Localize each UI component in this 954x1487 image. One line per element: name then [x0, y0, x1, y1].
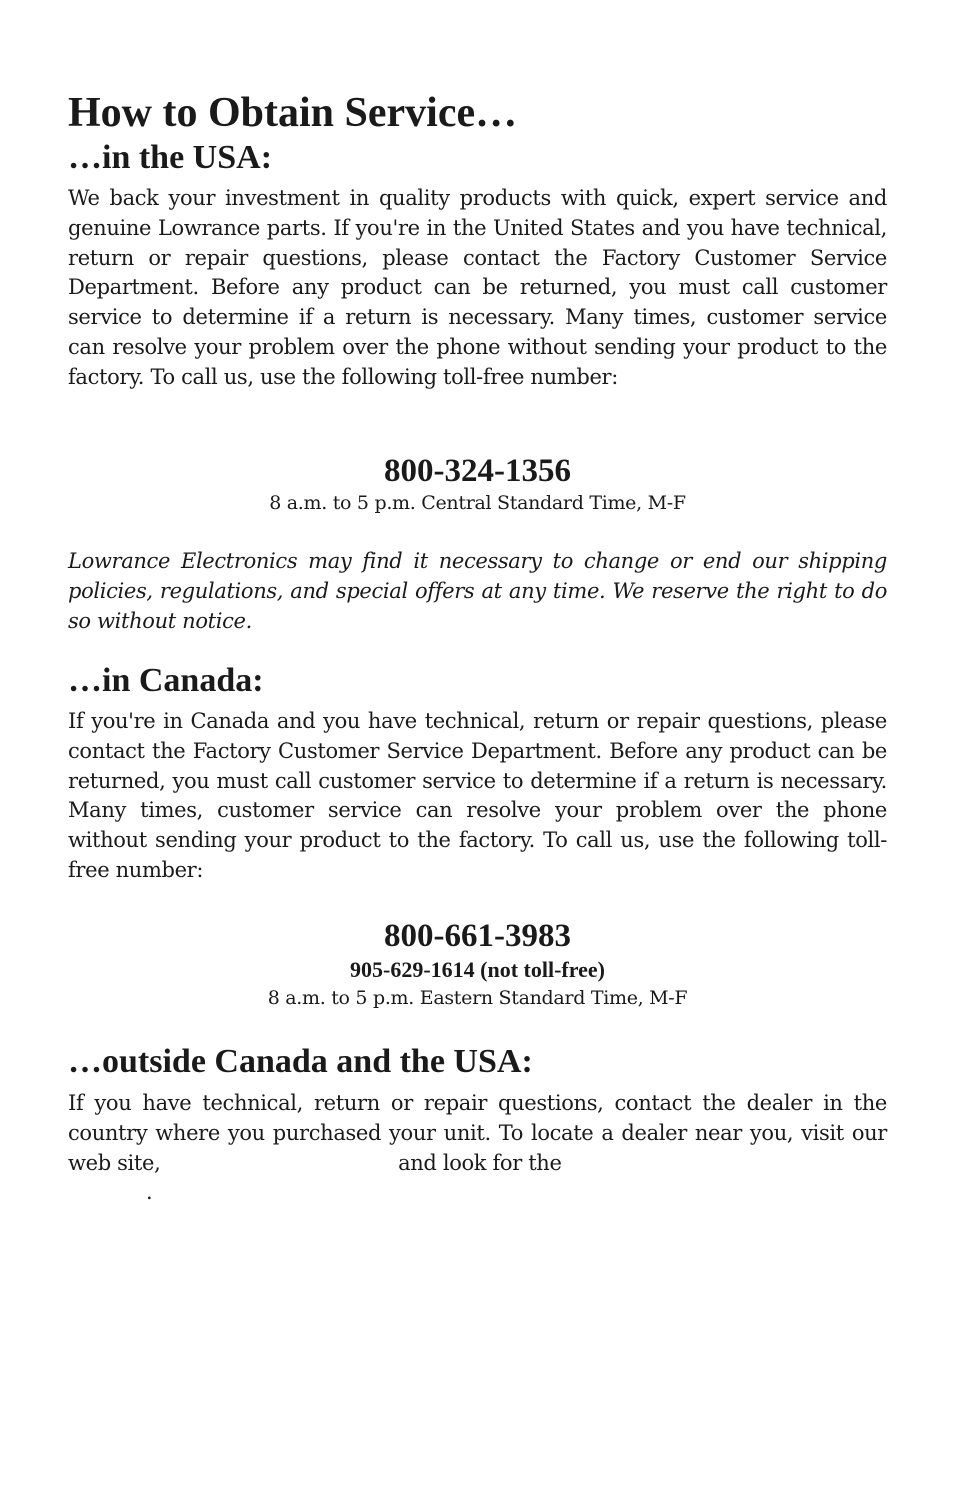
canada-hours: 8 a.m. to 5 p.m. Eastern Standard Time, M-F [267, 987, 688, 1009]
usa-policy-notice: Lowrance Electronics may find it necessary to change or end our shipping policies, regulations, and special offers at any time. We reserve the right to do so without notice. [68, 549, 887, 633]
canada-heading: …in Canada: [68, 662, 264, 699]
canada-phone-alt: 905-629-1614 (not toll-free) [350, 957, 605, 982]
usa-body: We back your investment in quality products with quick, expert service and genuine Lowrance parts. If you're in the United States and you have technical, return or repair questions, please contact the Factory Customer Service Department. Before any product can be returned, you must call customer service to determine if a return is necessary. Many times, customer service can resolve your problem over the phone without sending your product to the factory. To call us, use the following toll-free number: [68, 186, 887, 389]
usa-heading: …in the USA: [68, 139, 273, 176]
outside-body [68, 1089, 887, 1208]
canada-phone-number: 800-661-3983 [384, 918, 571, 954]
usa-phone-number: 800-324-1356 [384, 453, 571, 489]
outside-body-end: . [146, 1180, 153, 1205]
usa-hours: 8 a.m. to 5 p.m. Central Standard Time, M-F [269, 492, 686, 514]
outside-heading: …outside Canada and the USA: [68, 1043, 533, 1080]
canada-body: If you're in Canada and you have technical, return or repair questions, please contact the Factory Customer Service Department. Before any product can be returned, you must call customer service to determine if a return is necessary. Many times, customer service can resolve your problem over the phone without sending your product to the factory. To call us, use the following toll-free number: [68, 709, 887, 882]
outside-body-text: If you have technical, return or repair questions, contact the dealer in the country where you purchased your unit. To locate a dealer near you, visit our web site, [68, 1091, 887, 1175]
page-title: How to Obtain Service… [68, 90, 518, 136]
outside-body-mid: and look for the [398, 1150, 562, 1175]
